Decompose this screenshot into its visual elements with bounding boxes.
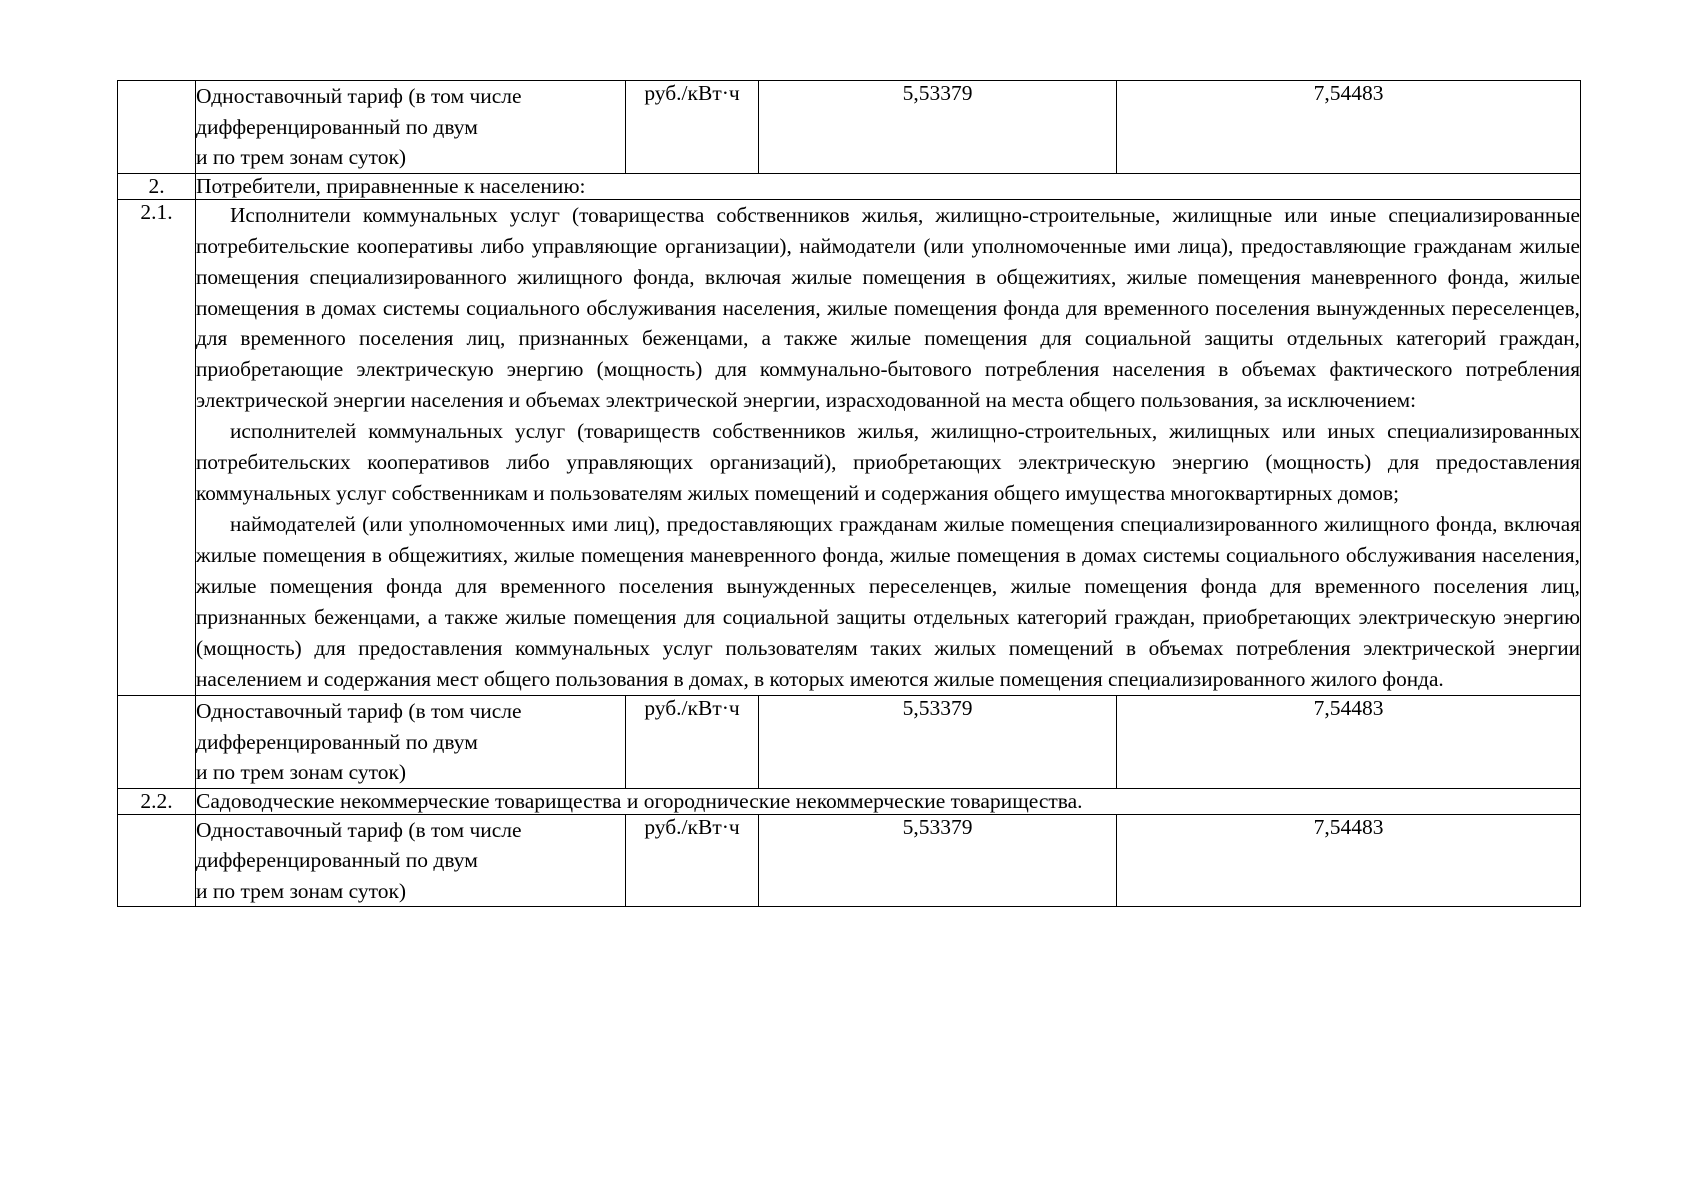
tariff-label-line-2: дифференцированный по двум <box>196 114 478 139</box>
section-2-2-number: 2.2. <box>118 788 196 814</box>
tariff-label-line-3: и по трем зонам суток) <box>196 145 407 170</box>
section-2-1-paragraph-1: Исполнители коммунальных услуг (товарищества собственников жилья, жилищно-строительные, жилищные или иные специализированные потребительские кооперативы либо управляющие организации), наймодатели (или уполномоченные ими лица), предоставляющие гражданам жилые помещения специализированного жилищного фонда, включая жилые помещения в общежитиях, жилые помещения маневренного фонда, жилые помещения в домах системы социального обслуживания населения, жилые помещения фонда для временного поселения вынужденных переселенцев, для временного поселения лиц, признанных беженцами, а также жилые помещения для социальной защиты отдельных категорий граждан, приобретающие электрическую энергию (мощность) для коммунально-бытового потребления населения в объемах фактического потребления электрической энергии населения и объемах электрической энергии, израсходованной на места общего пользования, за исключением: <box>196 202 1580 413</box>
table-row <box>118 199 1581 696</box>
tariff-label-line-3: и по трем зонам суток) <box>196 760 407 785</box>
section-2-1-paragraph-2: исполнителей коммунальных услуг (товариществ собственников жилья, жилищно-строительных, жилищных или иных специализированных потребительских кооперативов либо управляющих организаций), приобретающих электрическую энергию (мощность) для предоставления коммунальных услуг собственникам и пользователям жилых помещений и содержания общего имущества многоквартирных домов; <box>196 419 1580 506</box>
section-2-number: 2. <box>118 173 196 199</box>
tariff-value-1-cell: 5,53379 <box>759 814 1117 907</box>
table-row <box>118 788 1581 814</box>
tariff-unit-cell: руб./кВт·ч <box>626 696 759 789</box>
section-2-title: Потребители, приравненные к населению: <box>196 173 1581 199</box>
tariff-unit-cell: руб./кВт·ч <box>626 81 759 174</box>
row-number-cell <box>118 696 196 789</box>
tariff-label-cell <box>196 814 626 907</box>
tariff-label-line-1: Одноставочный тариф (в том числе <box>196 84 522 108</box>
tariff-label-cell <box>196 696 626 789</box>
section-2-1-body <box>196 199 1581 696</box>
tariff-label-line-3: и по трем зонам суток) <box>196 878 407 903</box>
table-row <box>118 173 1581 199</box>
table-row <box>118 696 1581 789</box>
table-row <box>118 81 1581 174</box>
tariff-value-2-cell: 7,54483 <box>1117 81 1581 174</box>
table-row <box>118 814 1581 907</box>
section-2-2-title: Садоводческие некоммерческие товарищества и огороднические некоммерческие товарищества. <box>196 788 1581 814</box>
tariff-unit-cell: руб./кВт·ч <box>626 814 759 907</box>
tariff-value-2-cell: 7,54483 <box>1117 814 1581 907</box>
row-number-cell <box>118 814 196 907</box>
tariff-label-line-1: Одноставочный тариф (в том числе <box>196 817 522 842</box>
tariff-label-cell <box>196 81 626 174</box>
section-2-1-paragraph-3: наймодателей (или уполномоченных ими лиц), предоставляющих гражданам жилые помещения специализированного жилищного фонда, включая жилые помещения в общежитиях, жилые помещения маневренного фонда, жилые помещения в домах системы социального обслуживания населения, жилые помещения фонда для временного поселения вынужденных переселенцев, жилые помещения фонда для временного поселения лиц, признанных беженцами, а также жилые помещения для социальной защиты отдельных категорий граждан, приобретающих электрическую энергию (мощность) для предоставления коммунальных услуг пользователям таких жилых помещений в объемах потребления электрической энергии населением и содержания мест общего пользования в домах, в которых имеются жилые помещения специализированного жилого фонда. <box>196 512 1580 692</box>
tariff-label-line-1: Одноставочный тариф (в том числе <box>196 699 522 724</box>
tariff-label-line-2: дифференцированный по двум <box>196 729 478 754</box>
row-number-cell <box>118 81 196 174</box>
tariff-table <box>117 80 1581 907</box>
tariff-label-line-2: дифференцированный по двум <box>196 848 478 873</box>
tariff-value-2-cell: 7,54483 <box>1117 696 1581 789</box>
tariff-value-1-cell: 5,53379 <box>759 81 1117 174</box>
tariff-value-1-cell: 5,53379 <box>759 696 1117 789</box>
section-2-1-number: 2.1. <box>118 199 196 696</box>
